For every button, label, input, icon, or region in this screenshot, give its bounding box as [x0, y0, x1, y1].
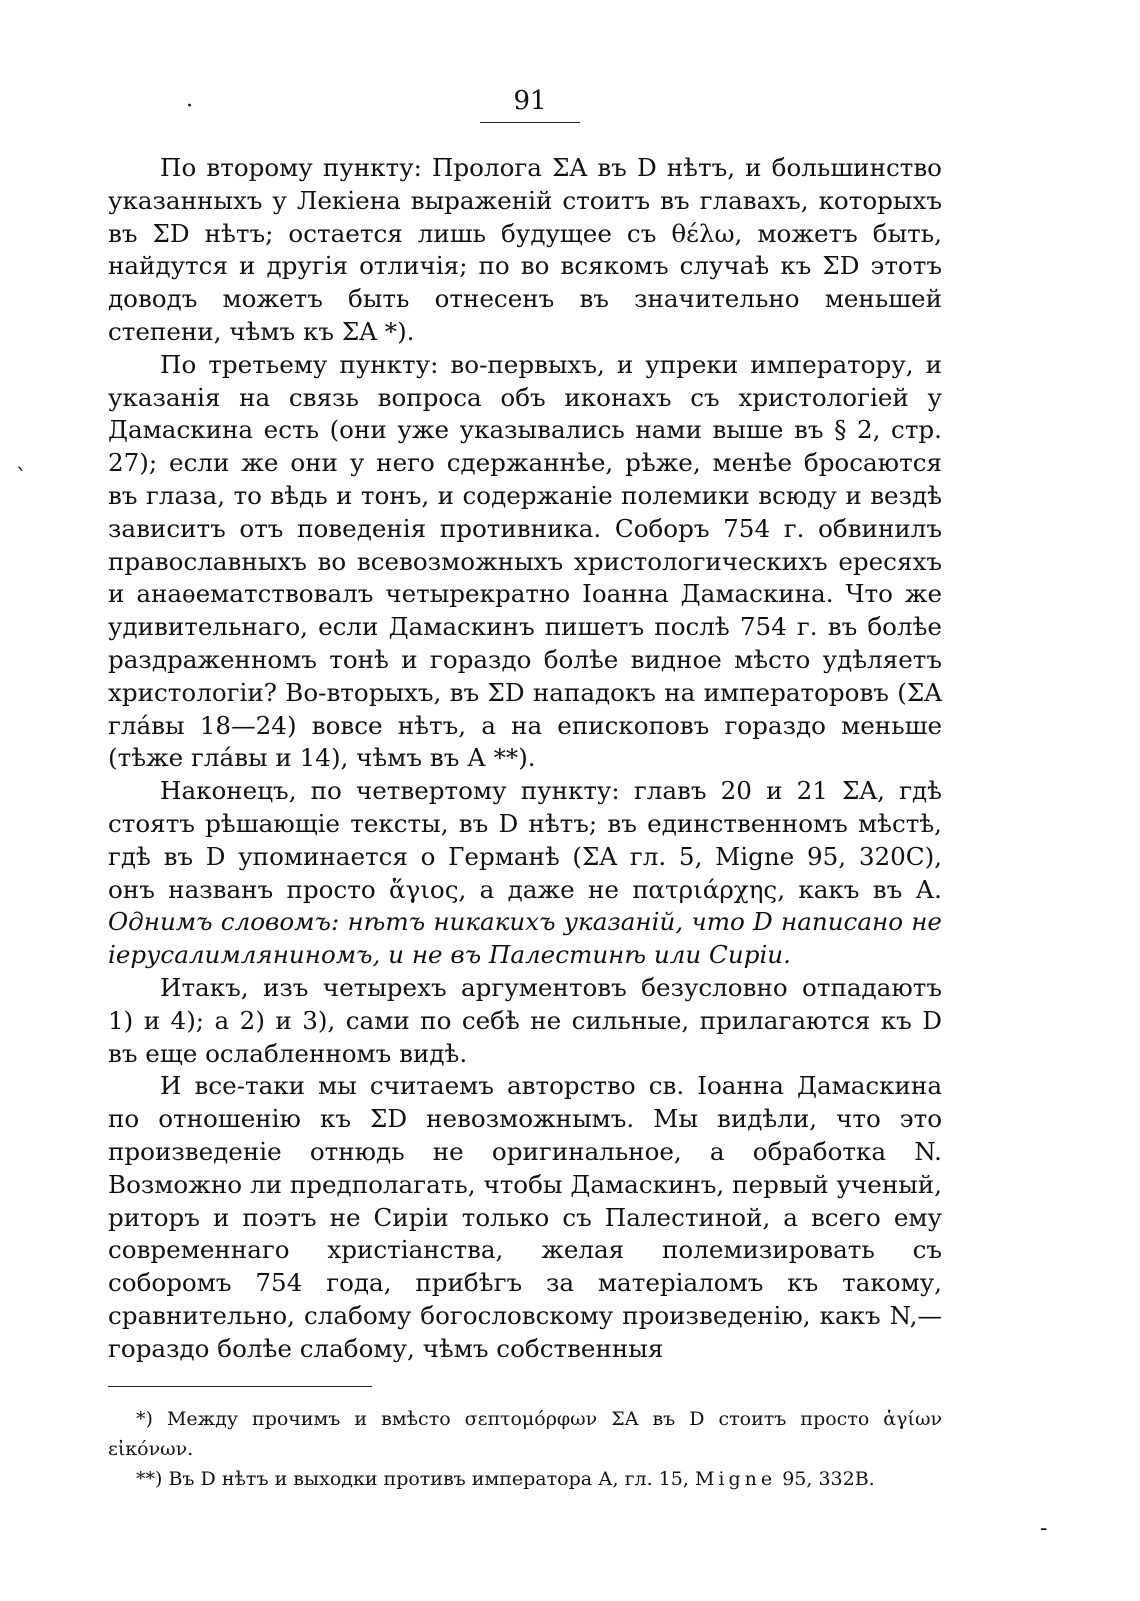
paragraph-third-point: По третьему пункту: во-первыхъ, и упреки императору, и указанія на связь вопроса объ иконахъ съ христологіей у Дамаскина есть (они уже указывались нами выше въ § 2, стр. 27); если же они у него сдержаннѣе, рѣже, менѣе бросаются въ глаза, то вѣдь и тонъ, и содержаніе полемики всюду и вездѣ зависитъ отъ поведенія противника. Соборъ 754 г. обвинилъ православныхъ во всевозможныхъ христологическихъ ересяхъ и анаѳематствовалъ четырекратно Іоанна Дамаскина. Что же удивительнаго, если Дамаскинъ пишетъ послѣ 754 г. въ болѣе раздраженномъ тонѣ и гораздо болѣе видное мѣсто удѣляетъ христологіи? Во-вторыхъ, въ ΣD нападокъ на императоровъ (ΣΑ глáвы 18—24) вовсе нѣтъ, а на епископовъ гораздо меньше (тѣже глáвы и 14), чѣмъ въ А **).	[108, 349, 942, 773]
paragraph-fourth-point	[108, 775, 942, 972]
footnotes	[108, 1404, 942, 1494]
paragraph-second-point: По второму пункту: Пролога ΣΑ въ D нѣтъ, и большинство указанныхъ у Лекіена выраженій стоитъ въ главахъ, которыхъ въ ΣD нѣтъ; остается лишь будущее съ θέλω, можетъ быть, найдутся и другія отличія; по во всякомъ случаѣ къ ΣD этотъ доводъ можетъ быть отнесенъ въ значительно меньшей степени, чѣмъ къ ΣΑ *).	[108, 153, 942, 346]
paragraph-fourth-point-text: Наконецъ, по четвертому пункту: главъ 20 и 21 ΣΑ, гдѣ стоятъ рѣшающіе тексты, въ D нѣтъ; въ единственномъ мѣстѣ, гдѣ въ D упоминается о Германѣ (ΣΑ гл. 5, Migne 95, 320С), онъ названъ просто ἅγιος, а даже не πατριάρχης, какъ въ А.	[108, 776, 942, 904]
body-text	[108, 152, 942, 1365]
footnote-2-text: **) Въ D нѣтъ и выходки противъ императора А, гл. 15,	[136, 1468, 689, 1490]
margin-dot: ·	[186, 94, 193, 119]
margin-dot: -	[1040, 1516, 1048, 1541]
footnote-2-reference: 95, 332В.	[782, 1468, 875, 1490]
footnote-1: *) Между прочимъ и вмѣсто σεπτομόρφων ΣΑ въ D стоитъ просто ἁγίων εἰκόνων.	[108, 1408, 942, 1460]
footnote-2-spaced-source: Migne	[694, 1468, 777, 1490]
paragraph-authorship: И все-таки мы считаемъ авторство св. Іоанна Дамаскина по отношенію къ ΣD невозможнымъ. Мы видѣли, что это произведеніе отнюдь не оригинальное, а обработка N. Возможно ли предполагать, чтобы Дамаскинъ, первый ученый, риторъ и поэтъ не Сиріи только съ Палестиной, а всего ему современнаго христіанства, желая полемизировать съ соборомъ 754 года, прибѣгъ за матеріаломъ къ такому, сравнительно, слабому богословскому произведенію, какъ N,— гораздо болѣе слабому, чѣмъ собственныя	[108, 1071, 942, 1363]
page-number: 91	[513, 86, 547, 116]
paragraph-conclusion-italic: Однимъ словомъ: нѣтъ никакихъ указаній, что D написано не іерусалимляниномъ, и не въ Палестинѣ или Сиріи.	[108, 907, 942, 970]
margin-dot: ˋ	[16, 466, 27, 491]
page-number-rule	[480, 122, 580, 123]
footnote-2	[108, 1464, 942, 1494]
paragraph-arguments-summary: Итакъ, изъ четырехъ аргументовъ безусловно отпадаютъ 1) и 4); а 2) и 3), сами по себѣ не сильные, прилагаются къ D въ еще ослабленномъ видѣ.	[108, 972, 942, 1068]
footnote-rule	[108, 1386, 372, 1387]
